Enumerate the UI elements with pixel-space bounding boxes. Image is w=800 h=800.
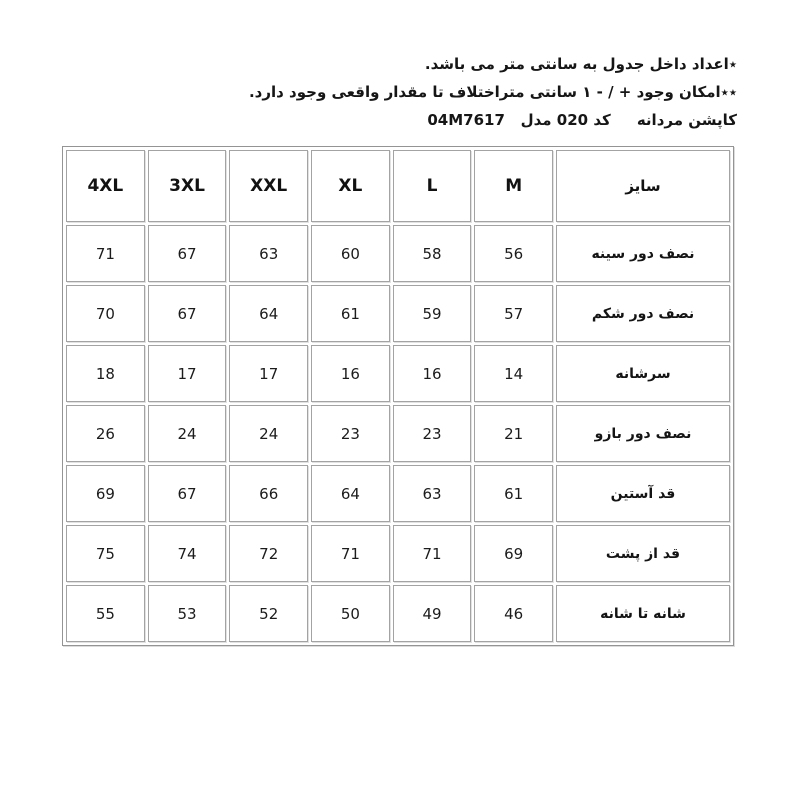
table-row-back-length [66, 525, 730, 582]
cell-arm-l: 23 [393, 405, 472, 462]
cell-chest-l: 58 [393, 225, 472, 282]
cell-shoulder-top-xl: 16 [311, 345, 390, 402]
cell-shoulder-width-3xl: 53 [148, 585, 227, 642]
header-size-xl: XL [311, 150, 390, 222]
tolerance-note: ٭٭امکان وجود + / - ۱ سانتی متراختلاف تا مقدار واقعی وجود دارد. [248, 83, 737, 101]
cell-sleeve-3xl: 67 [148, 465, 227, 522]
cell-shoulder-width-xl: 50 [311, 585, 390, 642]
cell-sleeve-m: 61 [474, 465, 553, 522]
cell-belly-l: 59 [393, 285, 472, 342]
cell-chest-3xl: 67 [148, 225, 227, 282]
cell-arm-3xl: 24 [148, 405, 227, 462]
cell-shoulder-top-l: 16 [393, 345, 472, 402]
header-size-3xl: 3XL [148, 150, 227, 222]
cell-shoulder-top-4xl: 18 [66, 345, 145, 402]
table-row-shoulder-top [66, 345, 730, 402]
row-label-arm: نصف دور بازو [556, 405, 730, 462]
cell-shoulder-top-m: 14 [474, 345, 553, 402]
cell-shoulder-top-3xl: 17 [148, 345, 227, 402]
row-label-back-length: قد از پشت [556, 525, 730, 582]
cell-back-length-m: 69 [474, 525, 553, 582]
cell-back-length-4xl: 75 [66, 525, 145, 582]
cell-arm-xxl: 24 [229, 405, 308, 462]
cell-belly-m: 57 [474, 285, 553, 342]
cell-belly-xl: 61 [311, 285, 390, 342]
row-label-sleeve: قد آستین [556, 465, 730, 522]
table-row-belly [66, 285, 730, 342]
cell-shoulder-top-xxl: 17 [229, 345, 308, 402]
cell-back-length-3xl: 74 [148, 525, 227, 582]
table-header-row [66, 150, 730, 222]
size-chart-table [62, 146, 734, 646]
cell-chest-xl: 60 [311, 225, 390, 282]
product-title-line: کاپشن مردانه کد 020 مدل 04M7617 [427, 111, 737, 129]
cell-chest-4xl: 71 [66, 225, 145, 282]
header-size-4xl: 4XL [66, 150, 145, 222]
cell-shoulder-width-4xl: 55 [66, 585, 145, 642]
table-row-chest [66, 225, 730, 282]
cell-chest-xxl: 63 [229, 225, 308, 282]
cell-chest-m: 56 [474, 225, 553, 282]
table-row-sleeve [66, 465, 730, 522]
header-size-xxl: XXL [229, 150, 308, 222]
cell-shoulder-width-m: 46 [474, 585, 553, 642]
table-row-arm [66, 405, 730, 462]
cell-arm-m: 21 [474, 405, 553, 462]
header-size-m: M [474, 150, 553, 222]
cell-sleeve-4xl: 69 [66, 465, 145, 522]
row-label-shoulder-top: سرشانه [556, 345, 730, 402]
cell-belly-4xl: 70 [66, 285, 145, 342]
row-label-chest: نصف دور سینه [556, 225, 730, 282]
cell-arm-xl: 23 [311, 405, 390, 462]
cell-sleeve-l: 63 [393, 465, 472, 522]
cell-shoulder-width-l: 49 [393, 585, 472, 642]
cell-belly-xxl: 64 [229, 285, 308, 342]
cell-belly-3xl: 67 [148, 285, 227, 342]
row-label-shoulder-width: شانه تا شانه [556, 585, 730, 642]
cell-sleeve-xl: 64 [311, 465, 390, 522]
notes-block [249, 50, 737, 134]
cell-back-length-xl: 71 [311, 525, 390, 582]
cell-shoulder-width-xxl: 52 [229, 585, 308, 642]
cell-sleeve-xxl: 66 [229, 465, 308, 522]
cell-arm-4xl: 26 [66, 405, 145, 462]
units-note: ٭اعداد داخل جدول به سانتی متر می باشد. [424, 55, 737, 73]
header-size-label: سایز [556, 150, 730, 222]
row-label-belly: نصف دور شکم [556, 285, 730, 342]
cell-back-length-xxl: 72 [229, 525, 308, 582]
table-row-shoulder-width [66, 585, 730, 642]
cell-back-length-l: 71 [393, 525, 472, 582]
header-size-l: L [393, 150, 472, 222]
